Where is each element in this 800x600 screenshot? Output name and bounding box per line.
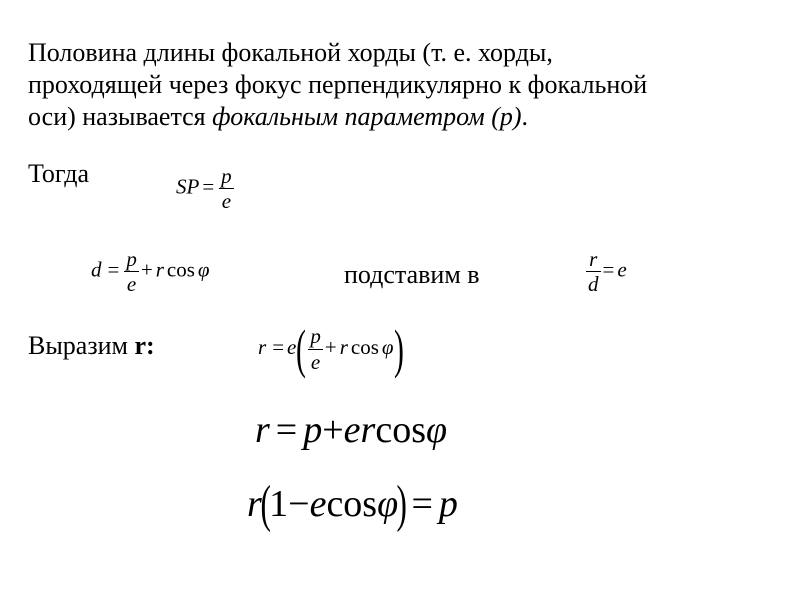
formula-d-eq: = xyxy=(107,257,120,282)
formula-sp-eq: = xyxy=(202,174,215,199)
substitute-label: подставим в xyxy=(344,260,480,289)
formula-r1-r: r xyxy=(339,334,348,359)
formula-sp-num: p xyxy=(221,164,232,188)
formula-sp-fraction xyxy=(219,165,234,212)
express-variable: r: xyxy=(134,331,155,360)
formula-r1-lparen: ( xyxy=(296,319,307,379)
formula-rd-num: r xyxy=(589,247,598,271)
paragraph-line-3-end: . xyxy=(521,102,529,131)
formula-r2-cos: cos xyxy=(375,409,426,451)
formula-d-lhs: d xyxy=(91,257,102,282)
formula-rd xyxy=(584,248,627,295)
formula-r3-phi: φ xyxy=(377,483,399,525)
formula-d-fraction xyxy=(124,248,139,295)
formula-r1-num: p xyxy=(310,324,321,349)
formula-r3 xyxy=(247,476,458,533)
paragraph-line-2: проходящей через фокус перпендикулярно к фокальной xyxy=(28,70,648,99)
formula-r1-rparen: ) xyxy=(393,319,404,379)
formula-sp-lhs: SP xyxy=(176,174,200,199)
formula-r3-p: p xyxy=(438,483,458,525)
formula-r1-den: e xyxy=(310,349,321,374)
formula-d xyxy=(91,248,210,295)
formula-r3-e: e xyxy=(309,483,327,525)
formula-r2-plus: + xyxy=(322,409,344,451)
formula-r3-cos: cos xyxy=(326,483,378,525)
paragraph-line-1: Половина длины фокальной хорды (т. е. хорды, xyxy=(28,38,553,67)
formula-r1-eq: = xyxy=(272,334,285,359)
formula-rd-fraction xyxy=(586,248,601,295)
formula-r1-plus: + xyxy=(324,334,337,359)
formula-r2 xyxy=(255,408,447,452)
formula-d-phi: φ xyxy=(197,257,210,282)
formula-r3-minus: − xyxy=(288,483,310,525)
formula-r2-eq: = xyxy=(275,409,298,451)
formula-r1-fraction xyxy=(308,325,323,372)
formula-r3-eq: = xyxy=(411,483,433,525)
formula-r1-e: e xyxy=(287,334,297,359)
formula-r1 xyxy=(258,319,404,379)
formula-rd-eq: = xyxy=(602,257,615,282)
express-label xyxy=(28,330,155,362)
then-label: Тогда xyxy=(28,159,90,188)
formula-rd-den: d xyxy=(588,272,599,297)
formula-r1-lhs: r xyxy=(258,334,267,359)
formula-r3-one: 1 xyxy=(269,483,289,525)
formula-sp xyxy=(176,165,236,212)
formula-d-r: r xyxy=(155,257,164,282)
formula-r2-phi: φ xyxy=(425,409,448,451)
formula-r3-r: r xyxy=(247,483,262,525)
formula-d-cos: cos xyxy=(166,257,195,282)
formula-sp-den: e xyxy=(221,189,232,214)
formula-d-den: e xyxy=(126,272,137,297)
express-label-text: Выразим xyxy=(28,331,135,360)
formula-d-plus: + xyxy=(140,257,153,282)
formula-r1-phi: φ xyxy=(381,334,394,359)
formula-r2-p: p xyxy=(303,409,323,451)
focal-parameter-term: фокальным параметром (p) xyxy=(212,102,522,131)
formula-r1-cos: cos xyxy=(350,334,379,359)
formula-r2-lhs: r xyxy=(255,409,270,451)
formula-d-num: p xyxy=(126,247,137,271)
formula-r2-er: er xyxy=(343,409,376,451)
formula-r3-rparen: ) xyxy=(396,476,407,533)
formula-r3-lparen: ( xyxy=(260,476,271,533)
paragraph-line-3-start: оси) называется xyxy=(28,102,213,131)
formula-rd-rhs: e xyxy=(617,257,627,282)
paragraph-line-3 xyxy=(28,101,528,133)
